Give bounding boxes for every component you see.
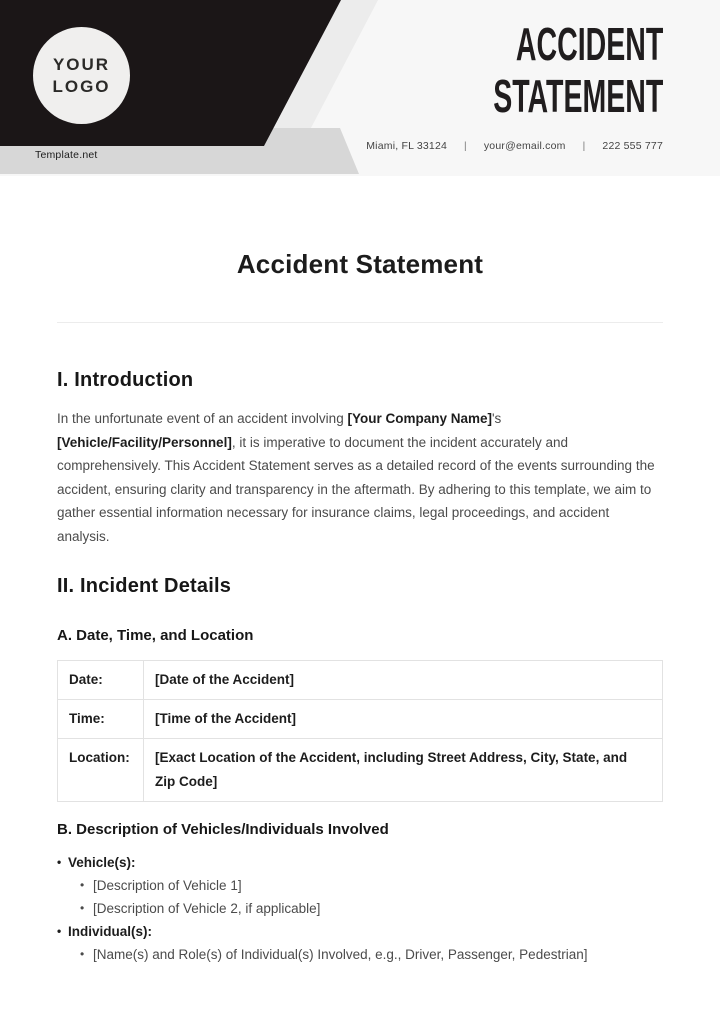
company-logo: [33, 27, 130, 124]
incident-details-table: [57, 660, 663, 802]
table-row: [58, 739, 663, 802]
list-item-detail-text: [Description of Vehicle 2, if applicable]: [93, 901, 321, 916]
brand-watermark: Template.net: [35, 149, 98, 161]
logo-text-line1: YOUR: [52, 54, 111, 74]
contact-address: Miami, FL 33124: [366, 140, 448, 152]
table-value-cell: [Exact Location of the Accident, including Street Address, City, State, and Zip Code]: [144, 739, 663, 802]
placeholder-token: [Your Company Name]: [347, 411, 492, 426]
table-label-cell: Time:: [58, 700, 144, 739]
paragraph-text: In the unfortunate event of an accident involving: [57, 411, 348, 426]
contact-phone: 222 555 777: [602, 140, 663, 152]
contact-email: your@email.com: [483, 140, 566, 152]
section-heading-introduction: I. Introduction: [57, 369, 194, 391]
bullet-icon: •: [57, 924, 62, 938]
contact-row: [366, 140, 663, 152]
title-divider: [57, 322, 663, 323]
list-item-category: [57, 851, 663, 874]
document-type-line2: STATEMENT: [492, 70, 663, 122]
involved-list: [57, 851, 663, 966]
list-item-detail-text: [Name(s) and Role(s) of Individual(s) Involved, e.g., Driver, Passenger, Pedestrian]: [93, 947, 588, 962]
paragraph-text: 's: [491, 411, 502, 426]
list-item-detail: [80, 874, 620, 897]
logo-text-line2: LOGO: [52, 76, 111, 96]
table-row: [58, 700, 663, 739]
bullet-icon: •: [80, 947, 85, 961]
page-title: Accident Statement: [236, 249, 484, 279]
bullet-icon: •: [80, 878, 85, 892]
table-label-cell: Date:: [58, 661, 144, 700]
list-item-category: [57, 920, 663, 943]
bullet-icon: •: [80, 901, 85, 915]
document-type-line1: ACCIDENT: [515, 18, 663, 70]
contact-separator: |: [464, 140, 467, 152]
document-type-title: [389, 18, 663, 122]
table-row: [58, 661, 663, 700]
incident-table-body: [58, 661, 663, 802]
contact-separator: |: [582, 140, 586, 152]
list-item-category-label: Vehicle(s):: [68, 855, 136, 870]
subsection-heading-description-involved: B. Description of Vehicles/Individuals Involved: [57, 821, 389, 838]
letterhead: [0, 0, 720, 176]
table-value-cell: [Time of the Accident]: [144, 700, 663, 739]
list-item-category-label: Individual(s):: [68, 924, 152, 939]
list-item-detail: [80, 897, 620, 920]
table-value-cell: [Date of the Accident]: [144, 661, 663, 700]
paragraph-text: , it is imperative to document the incident accurately and comprehensively. This Accident Statement serves as a detailed record of the events surrounding the accident, ensuring clarity and transparency in the aftermath. By adhering to this template, we aim to gather essential information necessary for insurance claims, legal proceedings, and accident analysis.: [57, 434, 655, 544]
subsection-heading-date-time-location: A. Date, Time, and Location: [57, 627, 254, 644]
section-heading-incident-details: II. Incident Details: [57, 575, 232, 597]
table-label-cell: Location:: [58, 739, 144, 802]
list-item-detail-text: [Description of Vehicle 1]: [93, 878, 242, 893]
placeholder-token: [Vehicle/Facility/Personnel]: [57, 434, 232, 450]
list-item-detail: [80, 943, 620, 966]
bullet-icon: •: [57, 855, 62, 869]
intro-paragraph: [57, 407, 659, 548]
